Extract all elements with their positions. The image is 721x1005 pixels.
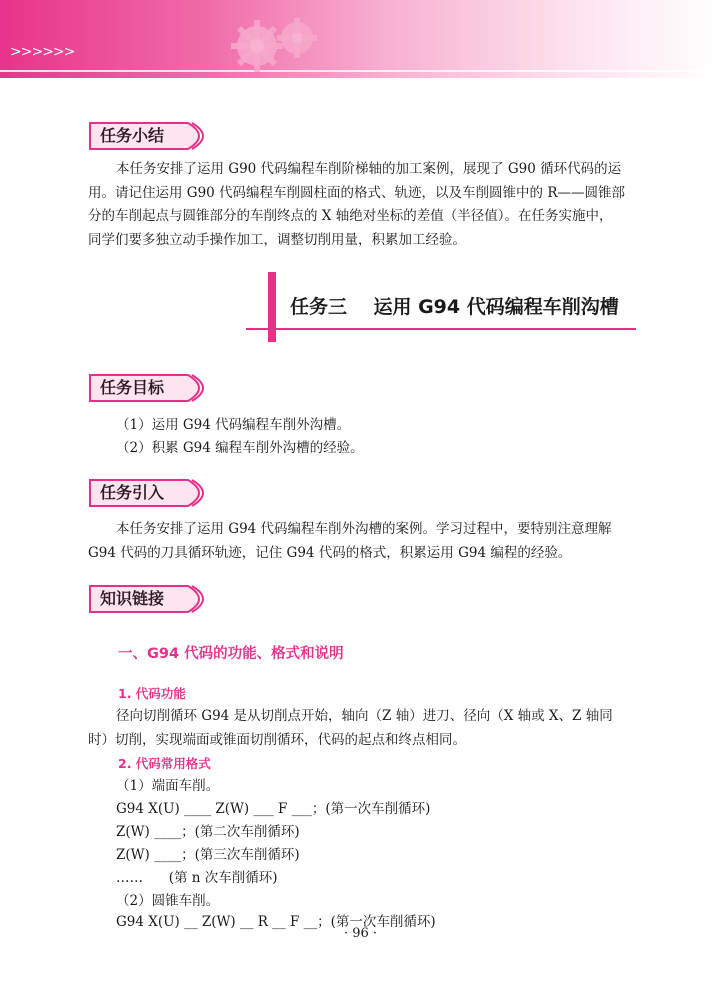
function-line-2: 时）切削，实现端面或锥面切削循环，代码的起点和终点相同。: [88, 731, 466, 748]
header-chevrons: >>>>>>: [10, 44, 75, 60]
summary-line-1: 本任务安排了运用 G90 代码编程车削阶梯轴的加工案例，展现了 G90 循环代码的运: [116, 161, 622, 177]
section-label-intro: 任务引入: [88, 478, 212, 508]
header-band: [0, 0, 721, 78]
section-label-goals: 任务目标: [88, 373, 212, 403]
format-line-7: G94 X(U) __ Z(W) __ R __ F __；(第一次车削循环): [116, 914, 436, 930]
summary-line-4: 同学们要多独立动手操作加工，调整切削用量，积累加工经验。: [88, 231, 466, 248]
task-title-accent-bar: [268, 272, 276, 342]
header-divider: [0, 70, 721, 72]
knowledge-heading: 一、G94 代码的功能、格式和说明: [118, 646, 344, 662]
function-line-1: 径向切削循环 G94 是从切削点开始，轴向（Z 轴）进刀、径向（X 轴或 X、Z 轴同: [116, 708, 613, 724]
format-line-3: Z(W) ____；(第二次车削循环): [116, 824, 300, 840]
section-label-summary: 任务小结: [88, 121, 212, 151]
function-title: 1. 代码功能: [118, 686, 186, 701]
format-line-2: G94 X(U) ____ Z(W) ___ F ___；(第一次车削循环): [116, 801, 431, 817]
intro-line-1: 本任务安排了运用 G94 代码编程车削外沟槽的案例。学习过程中，要特别注意理解: [116, 521, 612, 537]
format-line-1: （1）端面车削。: [116, 778, 220, 794]
summary-line-2: 用。请记住运用 G90 代码编程车削圆柱面的格式、轨迹，以及车削圆锥中的 R——圆锥部: [88, 184, 625, 201]
section-label-knowledge: 知识链接: [88, 584, 212, 614]
summary-line-3: 分的车削起点与圆锥部分的车削终点的 X 轴绝对坐标的差值（半径值）。在任务实施中，: [88, 208, 613, 224]
format-line-6: （2）圆锥车削。: [116, 893, 220, 909]
task-title-underline: [246, 328, 636, 330]
format-line-5: …… (第 n 次车削循环): [116, 870, 278, 886]
goal-item-2: （2）积累 G94 编程车削外沟槽的经验。: [116, 440, 364, 456]
format-title: 2. 代码常用格式: [118, 756, 211, 771]
format-line-4: Z(W) ____；(第三次车削循环): [116, 847, 300, 863]
gears-icon: [225, 10, 335, 76]
goal-item-1: （1）运用 G94 代码编程车削外沟槽。: [116, 417, 351, 433]
page-number: · 96 ·: [343, 926, 378, 941]
intro-line-2: G94 代码的刀具循环轨迹，记住 G94 代码的格式，积累运用 G94 编程的经验。: [88, 544, 572, 561]
task-title: 任务三 运用 G94 代码编程车削沟槽: [290, 296, 619, 318]
